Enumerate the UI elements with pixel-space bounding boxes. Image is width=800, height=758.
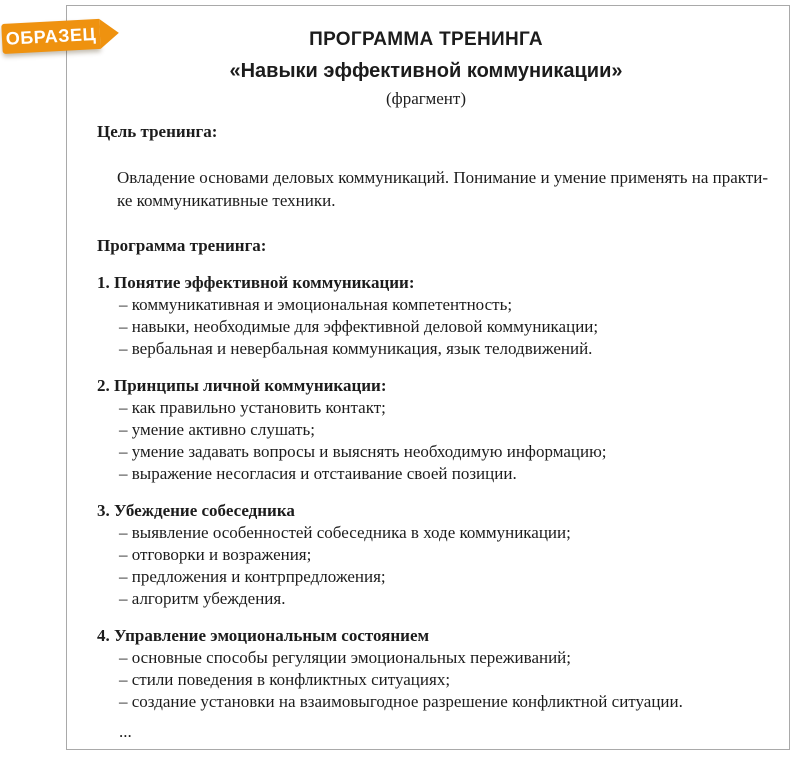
document-title: ПРОГРАММА ТРЕНИНГА bbox=[309, 29, 543, 50]
document-sheet bbox=[66, 5, 790, 750]
list-item: – умение активно слушать; bbox=[119, 420, 315, 439]
section-4-items bbox=[119, 647, 755, 713]
goal-heading: Цель тренинга: bbox=[97, 122, 218, 141]
list-item: – навыки, необходимые для эффективной деловой коммуникации; bbox=[119, 317, 599, 336]
ellipsis-note: ... bbox=[119, 722, 132, 741]
section-1 bbox=[97, 272, 755, 360]
goal-line-2: ке коммуникативные техники. bbox=[117, 191, 336, 210]
list-item: – предложения и контрпредложения; bbox=[119, 567, 386, 586]
list-item: – выявление особенностей собеседника в ходе коммуникации; bbox=[119, 523, 571, 542]
section-3-items bbox=[119, 522, 755, 610]
section-2-title: 2. Принципы личной коммуникации: bbox=[97, 376, 387, 395]
list-item: – как правильно установить контакт; bbox=[119, 398, 386, 417]
ribbon-arrow-icon bbox=[99, 18, 120, 49]
program-heading: Программа тренинга: bbox=[97, 236, 267, 255]
section-1-title: 1. Понятие эффективной коммуникации: bbox=[97, 273, 415, 292]
section-4 bbox=[97, 625, 755, 713]
section-4-title: 4. Управление эмоциональным состоянием bbox=[97, 626, 430, 645]
document-subtitle: «Навыки эффективной коммуникации» bbox=[229, 60, 623, 82]
section-1-items bbox=[119, 294, 755, 360]
list-item: – коммуникативная и эмоциональная компетентность; bbox=[119, 295, 513, 314]
goal-paragraph bbox=[117, 166, 768, 212]
sample-badge-label: ОБРАЗЕЦ bbox=[5, 23, 97, 49]
section-3-title: 3. Убеждение собеседника bbox=[97, 501, 295, 520]
list-item: – вербальная и невербальная коммуникация, язык телодвижений. bbox=[119, 339, 593, 358]
list-item: – основные способы регуляции эмоциональных переживаний; bbox=[119, 648, 572, 667]
list-item: – создание установки на взаимовыгодное разрешение конфликтной ситуации. bbox=[119, 692, 683, 711]
sample-badge bbox=[1, 19, 100, 54]
list-item: – выражение несогласия и отстаивание своей позиции. bbox=[119, 464, 517, 483]
list-item: – умение задавать вопросы и выяснять необходимую информацию; bbox=[119, 442, 607, 461]
list-item: – отговорки и возражения; bbox=[119, 545, 312, 564]
goal-line-1: Овладение основами деловых коммуникаций. Понимание и умение применять на практи- bbox=[117, 168, 768, 187]
list-item: – стили поведения в конфликтных ситуациях; bbox=[119, 670, 451, 689]
section-2 bbox=[97, 375, 755, 485]
section-2-items bbox=[119, 397, 755, 485]
fragment-note: (фрагмент) bbox=[386, 89, 466, 108]
list-item: – алгоритм убеждения. bbox=[119, 589, 286, 608]
section-3 bbox=[97, 500, 755, 610]
